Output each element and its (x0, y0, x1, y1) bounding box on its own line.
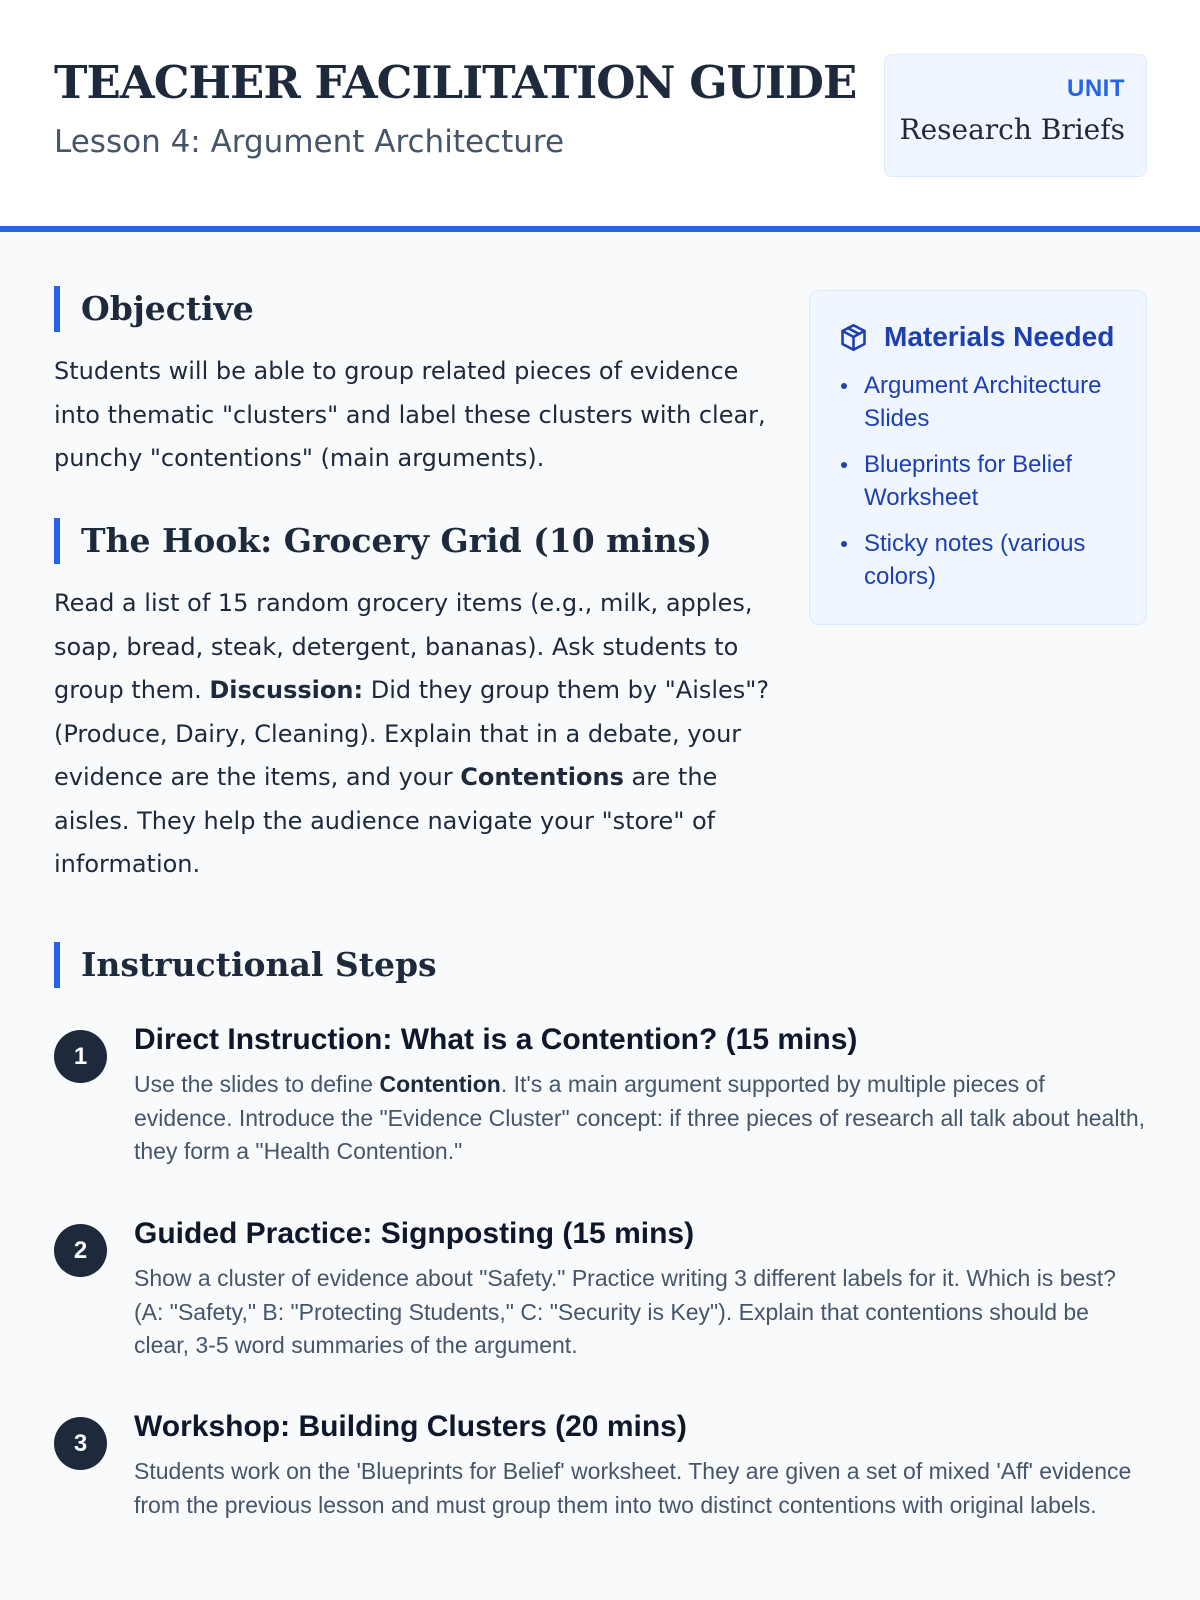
steps-heading: Instructional Steps (54, 942, 437, 988)
hook-text (54, 582, 774, 887)
main-content (0, 232, 1200, 1600)
objective-heading: Objective (54, 286, 254, 332)
unit-value: Research Briefs (899, 113, 1125, 146)
unit-label: UNIT (1067, 75, 1125, 102)
step-number: 1 (54, 1030, 107, 1083)
step-title: Workshop: Building Clusters (20 mins) (134, 1410, 687, 1443)
step-desc-bold: Contention (379, 1071, 501, 1097)
hook-text-part: Read a list of 15 random grocery items (e.g., milk, apples, soap, bread, steak, detergent, bananas). Ask students to group them. (54, 589, 753, 704)
step-number: 3 (54, 1417, 107, 1470)
step-description: Show a cluster of evidence about "Safety." Practice writing 3 different labels for it. Which is best? (A: "Safety," B: "Protecting Students," C: "Security is Key"). Explain that contentions should be clear, 3-5 word summaries of the argument. (134, 1265, 1116, 1358)
page-title: TEACHER FACILITATION GUIDE (54, 56, 857, 109)
step-desc-part: Use the slides to define (134, 1071, 380, 1097)
unit-badge (884, 54, 1147, 177)
materials-item: Argument Architecture Slides (838, 369, 1126, 435)
materials-header (838, 317, 1126, 357)
step-number: 2 (54, 1224, 107, 1277)
hook-bold-discussion: Discussion: (209, 676, 364, 704)
lesson-subtitle: Lesson 4: Argument Architecture (54, 124, 565, 160)
hook-text-part: Did they group them by "Aisles"? (Produce, Dairy, Cleaning). Explain that in a debate, your evidence are the items, and your (54, 676, 770, 791)
step-description (134, 1068, 1146, 1169)
step-title: Guided Practice: Signposting (15 mins) (134, 1217, 695, 1250)
hook-text-part: are the aisles. They help the audience navigate your "store" of information. (54, 763, 718, 878)
materials-title: Materials Needed (884, 321, 1115, 352)
objective-text: Students will be able to group related pieces of evidence into thematic "clusters" and label these clusters with clear, punchy "contentions" (main arguments). (54, 357, 766, 472)
package-icon (838, 322, 869, 353)
page-header (0, 0, 1200, 232)
materials-item: Blueprints for Belief Worksheet (838, 448, 1126, 514)
step-desc-part: . It's a main argument supported by multiple pieces of evidence. Introduce the "Evidence Cluster" concept: if three pieces of research all talk about health, they form a "Health Contention." (134, 1071, 1146, 1164)
step-description: Students work on the 'Blueprints for Belief' worksheet. They are given a set of mixed 'Aff' evidence from the previous lesson and must group them into two distinct contentions with original labels. (134, 1458, 1132, 1518)
step-title: Direct Instruction: What is a Contention? (15 mins) (134, 1023, 858, 1056)
hook-heading: The Hook: Grocery Grid (10 mins) (54, 518, 712, 564)
materials-item: Sticky notes (various colors) (838, 527, 1126, 593)
materials-list (838, 369, 1126, 593)
materials-panel (809, 290, 1147, 625)
hook-bold-contentions: Contentions (460, 763, 624, 791)
